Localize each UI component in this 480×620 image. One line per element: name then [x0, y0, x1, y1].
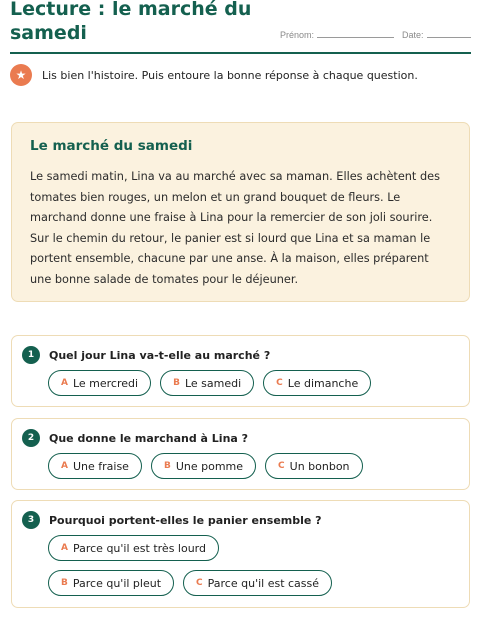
answer-options	[48, 453, 448, 479]
question-number: 3	[22, 511, 40, 529]
option-label: Parce qu'il pleut	[72, 576, 162, 590]
answer-options	[48, 535, 348, 596]
option-label: Le samedi	[184, 376, 242, 390]
question-text: Que donne le marchand à Lina ?	[49, 431, 249, 445]
question-header	[22, 429, 248, 447]
question-number: 1	[22, 346, 40, 364]
answer-option-c[interactable]	[183, 570, 332, 596]
story-text: Le samedi matin, Lina va au marché avec sa maman. Elles achètent des tomates bien rouges, un melon et un grand bouquet de fleurs. Le marchand donne une fraise à Lina pour la remercier de son joli sourire. Sur le chemin du retour, le panier est si lourd que Lina et sa maman le portent ensemble, chacune par une anse. À la maison, elles préparent une bonne salade de tomates pour le déjeuner.	[30, 170, 440, 286]
answer-option-b[interactable]	[160, 370, 254, 396]
answer-option-a[interactable]	[48, 453, 142, 479]
page-title: Lecture : le marché du samedi	[10, 0, 252, 44]
date-field[interactable]	[402, 30, 471, 40]
option-letter: C	[196, 578, 203, 588]
option-letter: A	[61, 543, 68, 553]
answer-option-c[interactable]	[263, 370, 371, 396]
option-label: Une pomme	[175, 459, 244, 473]
question-header	[22, 346, 270, 364]
prenom-label: Prénom:	[280, 30, 315, 40]
option-letter: C	[278, 461, 285, 471]
option-label: Un bonbon	[289, 459, 350, 473]
prenom-field[interactable]	[280, 30, 394, 40]
option-letter: C	[276, 378, 283, 388]
option-letter: A	[61, 461, 68, 471]
answer-option-a[interactable]	[48, 370, 151, 396]
question-3	[11, 500, 470, 608]
option-label: Le mercredi	[72, 376, 139, 390]
answer-option-b[interactable]	[151, 453, 256, 479]
question-2	[11, 418, 470, 490]
option-label: Le dimanche	[287, 376, 359, 390]
answer-option-b[interactable]	[48, 570, 174, 596]
question-1	[11, 335, 470, 407]
question-number: 2	[22, 429, 40, 447]
option-label: Parce qu'il est cassé	[207, 576, 320, 590]
instruction	[10, 64, 418, 86]
worksheet-header	[10, 0, 471, 54]
answer-option-a[interactable]	[48, 535, 219, 561]
question-text: Quel jour Lina va-t-elle au marché ?	[49, 348, 271, 362]
answer-option-c[interactable]	[265, 453, 363, 479]
star-icon: ★	[10, 64, 32, 86]
option-letter: B	[163, 461, 171, 471]
instruction-text: Lis bien l'histoire. Puis entoure la bonne réponse à chaque question.	[42, 68, 418, 82]
option-letter: B	[173, 378, 180, 388]
question-header	[22, 511, 322, 529]
question-text: Pourquoi portent-elles le panier ensemble ?	[49, 513, 322, 527]
story-box	[11, 122, 470, 302]
prenom-line[interactable]	[317, 30, 394, 38]
answer-options	[48, 370, 448, 396]
option-label: Une fraise	[72, 459, 129, 473]
story-title: Le marché du samedi	[30, 138, 193, 154]
option-letter: A	[61, 378, 68, 388]
date-label: Date:	[402, 30, 424, 40]
option-label: Parce qu'il est très lourd	[72, 541, 206, 555]
date-line[interactable]	[427, 30, 471, 38]
option-letter: B	[61, 578, 68, 588]
